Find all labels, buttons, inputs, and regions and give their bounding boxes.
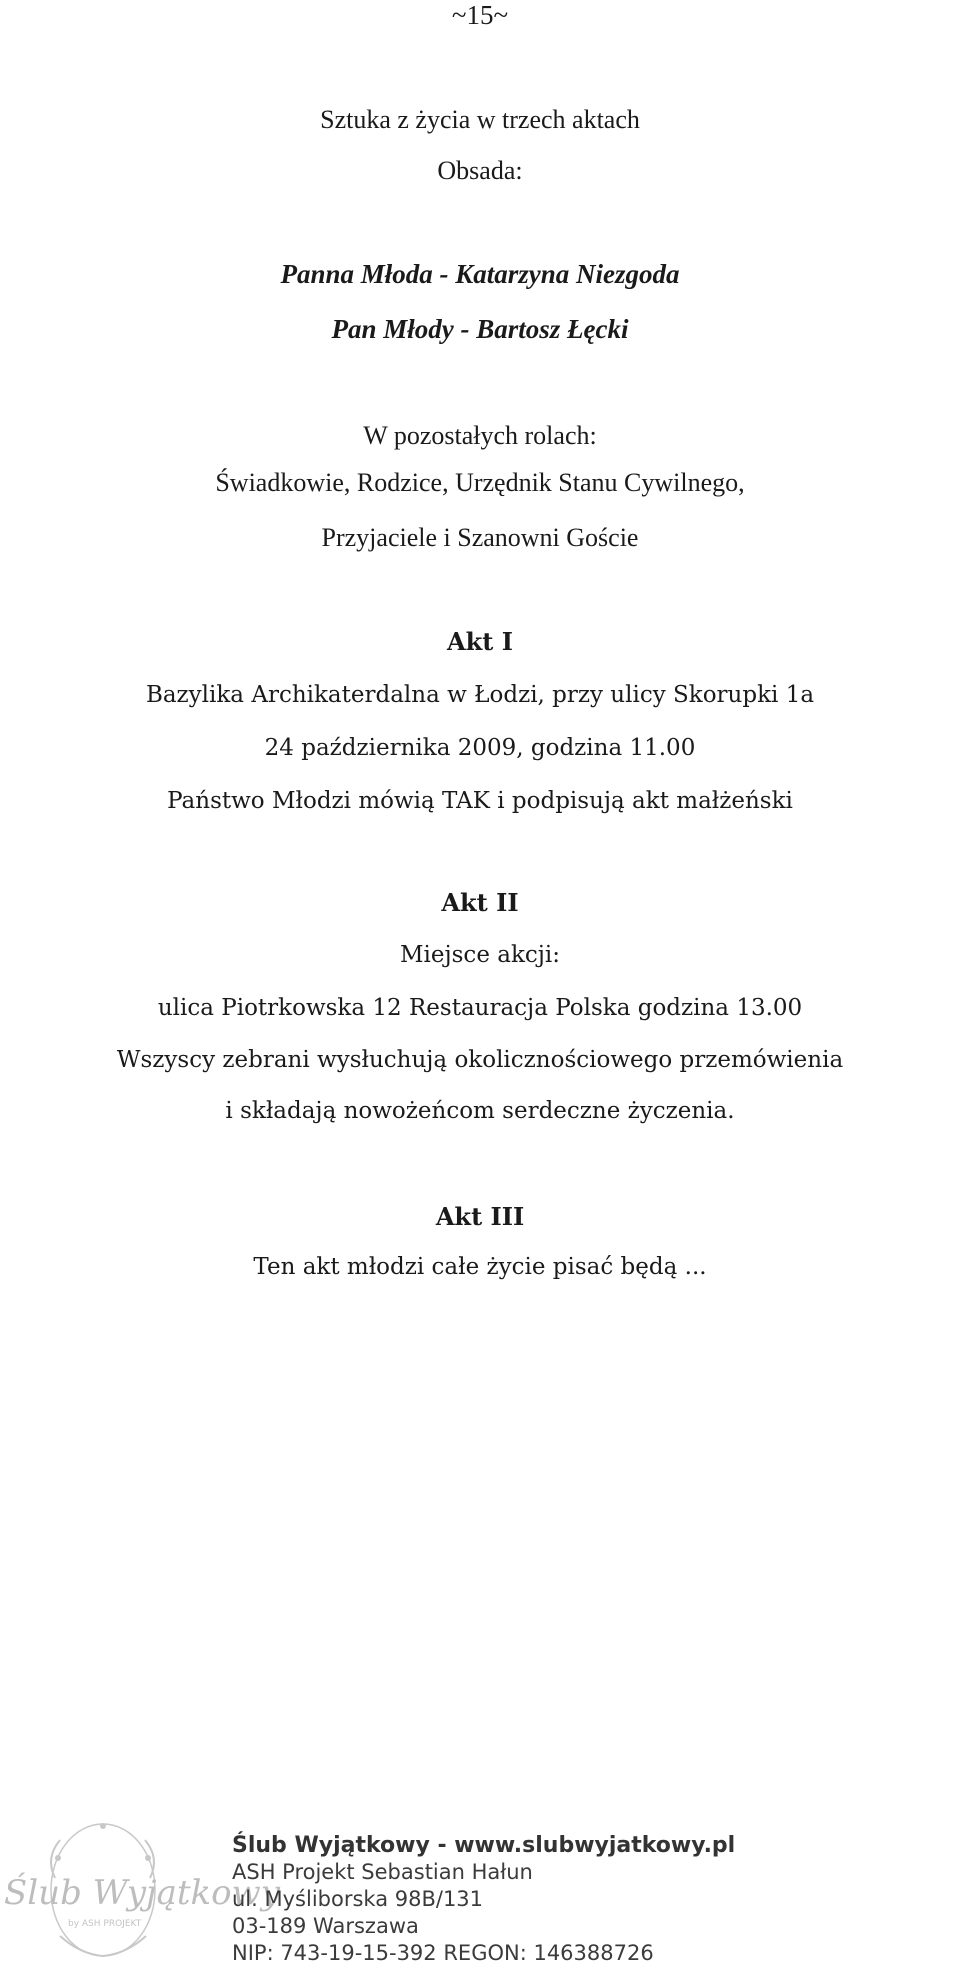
act-3-heading: Akt III: [435, 1202, 525, 1231]
footer-city: 03-189 Warszawa: [232, 1914, 419, 1938]
page-number: ~15~: [451, 0, 509, 30]
act-1-heading: Akt I: [447, 627, 513, 656]
act-2-heading: Akt II: [441, 888, 519, 917]
bride-name: Panna Młoda - Katarzyna Niezgoda: [280, 259, 680, 289]
other-roles-line-1: Świadkowie, Rodzice, Urzędnik Stanu Cywilnego,: [215, 468, 745, 497]
footer-company: Ślub Wyjątkowy - www.slubwyjatkowy.pl: [232, 1833, 736, 1858]
act-2-line-4: i składają nowożeńcom serdeczne życzenia.: [225, 1098, 735, 1124]
act-1-line-3: Państwo Młodzi mówią TAK i podpisują akt małżeński: [167, 788, 793, 814]
footer-ids: NIP: 743-19-15-392 REGON: 146388726: [232, 1941, 654, 1965]
footer-street: ul. Myśliborska 98B/131: [232, 1887, 484, 1911]
svg-text:Ślub Wyjątkowy: Ślub Wyjątkowy: [4, 1873, 280, 1913]
svg-text:by ASH PROJEKT: by ASH PROJEKT: [68, 1919, 142, 1929]
other-roles-label: W pozostałych rolach:: [363, 421, 597, 450]
act-1-line-1: Bazylika Archikaterdalna w Łodzi, przy ulicy Skorupki 1a: [145, 682, 815, 708]
groom-name: Pan Młody - Bartosz Łęcki: [331, 314, 629, 344]
slub-wyjatkowy-logo: [0, 1818, 280, 1963]
other-roles-line-2: Przyjaciele i Szanowni Goście: [321, 523, 639, 552]
cast-label: Obsada:: [437, 156, 523, 185]
act-2-line-1: Miejsce akcji:: [399, 942, 561, 968]
footer-contact: [232, 1832, 735, 1967]
footer-owner: ASH Projekt Sebastian Hałun: [232, 1860, 533, 1884]
act-2-line-2: ulica Piotrkowska 12 Restauracja Polska godzina 13.00: [157, 995, 803, 1021]
play-title: Sztuka z życia w trzech aktach: [320, 105, 640, 134]
act-3-line-1: Ten akt młodzi całe życie pisać będą ...: [253, 1254, 707, 1280]
act-1-line-2: 24 października 2009, godzina 11.00: [264, 735, 696, 761]
act-2-line-3: Wszyscy zebrani wysłuchują okolicznościowego przemówienia: [116, 1047, 844, 1073]
